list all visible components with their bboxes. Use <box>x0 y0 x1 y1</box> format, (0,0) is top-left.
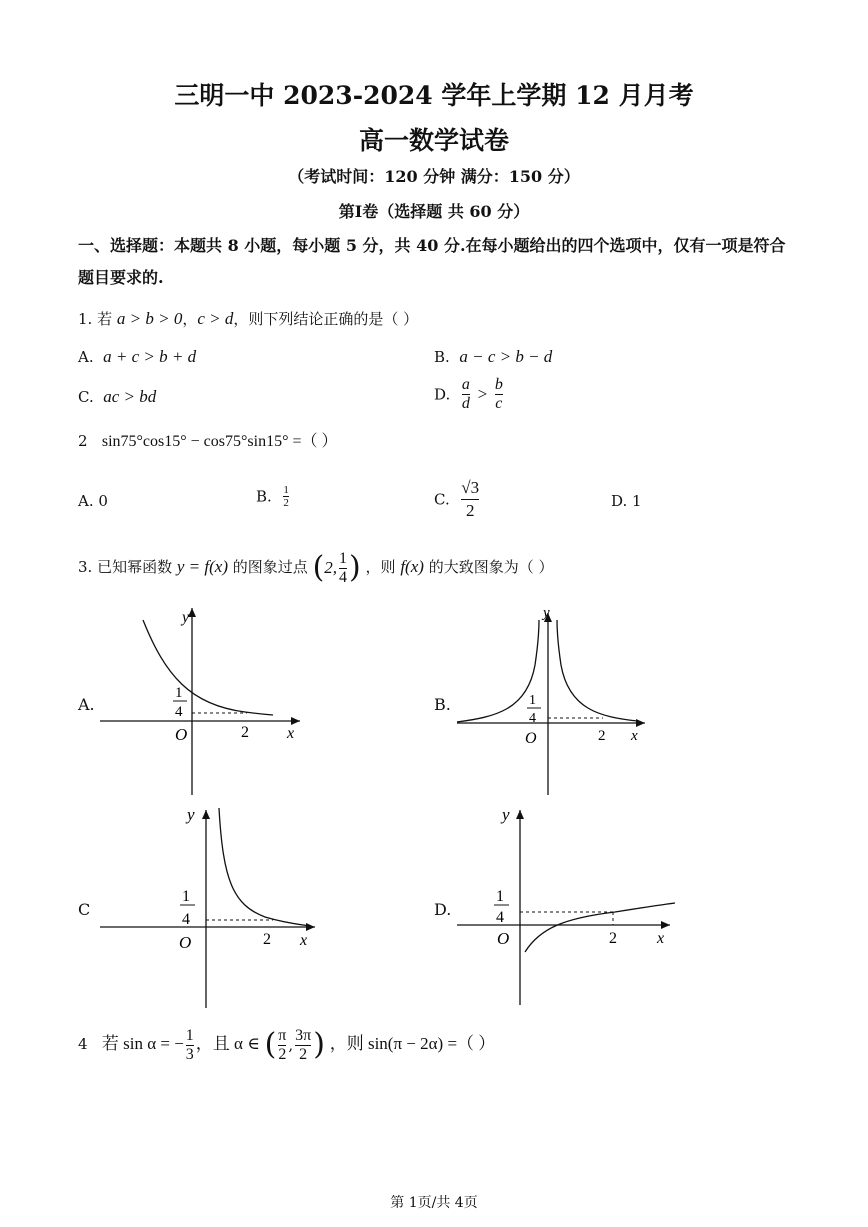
option-label: C. <box>434 490 450 509</box>
origin-label: O <box>525 730 537 747</box>
q2-option-b <box>256 484 291 509</box>
q3-number: 3. 已知幂函数 <box>78 558 173 576</box>
exam-info: （考试时间：120 分钟 满分：150 分） <box>288 167 580 186</box>
left-paren: ( <box>264 1027 277 1062</box>
tick-2: 2 <box>263 931 271 948</box>
q4-number: 4 <box>78 1035 88 1053</box>
q3-text: ，则 <box>365 558 396 576</box>
y-label: y <box>187 805 195 824</box>
option-label: B. <box>256 487 272 506</box>
option-label: D. <box>434 385 451 404</box>
q1-sep: ， <box>182 310 198 328</box>
question-3 <box>78 547 553 588</box>
fraction: $\frac{√3}{2}$ <box>461 478 480 520</box>
right-paren: ) <box>349 550 361 585</box>
q2-option-c <box>434 477 481 522</box>
q1-tail: ，则下列结论正确的是（ ） <box>233 310 419 328</box>
x-label: x <box>287 725 295 742</box>
q1-number: 1. 若 <box>78 310 113 328</box>
q1-option-a <box>78 347 196 367</box>
q2-option-d <box>611 492 642 510</box>
tick-2: 2 <box>598 728 606 744</box>
option-text: 1 <box>632 492 642 510</box>
option-text: a + c > b + d <box>103 347 197 366</box>
tick-2: 2 <box>609 930 617 947</box>
q1-cond2: c > d <box>197 309 234 328</box>
option-label: A. <box>78 348 94 366</box>
q1-option-d <box>434 376 505 413</box>
option-label: D. <box>611 492 628 510</box>
option-label: A. <box>78 492 94 510</box>
origin-label: O <box>179 933 192 952</box>
exam-title: 三明一中 2023-2024 学年上学期 12 月月考 <box>174 81 694 110</box>
q4-text: 若 sin α = − <box>101 1034 184 1053</box>
q1-cond1: a > b > 0 <box>116 309 183 328</box>
question-4 <box>78 1024 495 1065</box>
graph-b <box>455 605 655 795</box>
fraction: $\frac{1}{2}$ <box>283 484 289 509</box>
graph-c <box>95 800 325 1010</box>
origin-label: O <box>497 929 510 948</box>
q4-text: ，且 α ∈ <box>195 1034 260 1053</box>
relation: > <box>476 384 489 404</box>
option-text: a − c > b − d <box>459 347 553 366</box>
page-footer: 第 1页/共 4页 <box>390 1195 478 1211</box>
section-heading: 一、选择题：本题共 8 小题，每小题 5 分，共 40 分.在每小题给出的四个选项中，仅有一项是符合题目要求的. <box>78 236 786 287</box>
comma: , <box>288 1036 294 1054</box>
x-label: x <box>631 728 638 744</box>
q3-text: 的图象过点 <box>232 558 308 576</box>
graph-d-label: D. <box>434 900 452 919</box>
graph-d <box>455 800 685 1010</box>
quarter-num: 1 <box>496 888 504 905</box>
right-paren: ) <box>313 1027 325 1062</box>
fraction: $\frac{3\pi}{2}$ <box>295 1026 312 1063</box>
q2-option-a <box>78 492 108 510</box>
y-label: y <box>182 609 190 626</box>
option-text: 0 <box>98 492 108 510</box>
left-paren: ( <box>312 550 325 585</box>
q3-function: y = f(x) <box>176 557 228 576</box>
quarter-num: 1 <box>529 693 536 708</box>
fraction: $\frac{\pi}{2}$ <box>278 1026 287 1063</box>
q2-expression: sin75°cos15° − cos75°sin15° =（ ） <box>101 433 338 450</box>
question-2 <box>78 428 338 451</box>
q3-text: 的大致图象为（ ） <box>428 558 554 576</box>
q1-option-c <box>78 387 156 407</box>
x-label: x <box>300 932 308 949</box>
quarter-den: 4 <box>175 704 183 720</box>
quarter-den: 4 <box>496 909 504 926</box>
graph-b-label: B. <box>434 695 451 714</box>
origin-label: O <box>175 725 188 744</box>
fraction: $\frac{1}{4}$ <box>339 549 348 586</box>
graph-a <box>95 600 310 795</box>
quarter-den: 4 <box>529 711 536 726</box>
y-label: y <box>543 605 550 621</box>
quarter-den: 4 <box>182 911 190 928</box>
tick-2: 2 <box>241 724 249 741</box>
fraction: $\frac{1}{3}$ <box>185 1026 194 1063</box>
y-label: y <box>502 805 510 824</box>
graph-c-label: C <box>78 900 91 919</box>
part-heading: 第Ⅰ卷（选择题 共 60 分） <box>338 202 530 221</box>
q3-function: f(x) <box>400 557 424 576</box>
graph-a-label: A. <box>78 695 95 714</box>
q2-number: 2 <box>78 432 88 450</box>
quarter-num: 1 <box>182 888 190 905</box>
option-label: B. <box>434 348 450 366</box>
exam-subtitle: 高一数学试卷 <box>358 126 509 155</box>
option-text: ac > bd <box>103 387 157 406</box>
x-label: x <box>657 930 665 947</box>
fraction: $\frac{a}{d}$ <box>461 376 470 412</box>
q1-option-b <box>434 347 552 367</box>
q4-text: ，则 sin(π − 2α) =（ ） <box>329 1034 496 1053</box>
question-1 <box>78 308 418 329</box>
option-label: C. <box>78 388 94 406</box>
q3-point-x: 2, <box>324 558 338 577</box>
quarter-num: 1 <box>175 685 183 701</box>
fraction: $\frac{b}{c}$ <box>494 376 503 412</box>
